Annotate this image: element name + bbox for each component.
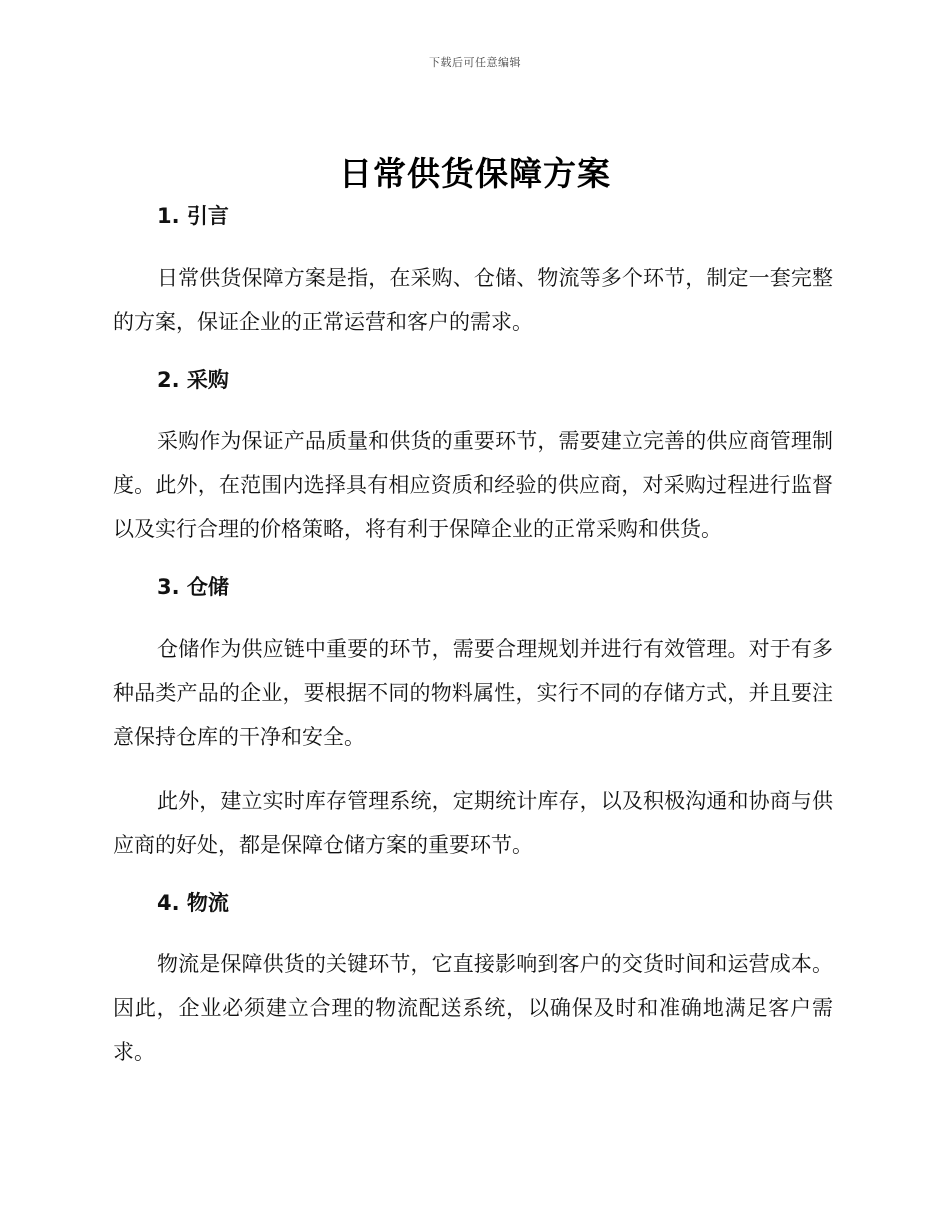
section-warehousing: [113, 571, 833, 887]
paragraph: 物流是保障供货的关键环节，它直接影响到客户的交货时间和运营成本。因此，企业必须建立合理的物流配送系统，以确保及时和准确地满足客户需求。: [113, 952, 833, 1065]
paragraph: 日常供货保障方案是指，在采购、仓储、物流等多个环节，制定一套完整的方案，保证企业的正常运营和客户的需求。: [113, 265, 833, 334]
section-heading: 2. 采购: [157, 367, 229, 392]
section-introduction: [113, 200, 833, 364]
document-title: 日常供货保障方案: [339, 154, 611, 193]
section-heading: 3. 仓储: [157, 575, 229, 600]
document-body: [113, 200, 833, 1074]
section-logistics: [113, 887, 833, 1075]
paragraph: 采购作为保证产品质量和供货的重要环节，需要建立完善的供应商管理制度。此外，在范围内选择具有相应资质和经验的供应商，对采购过程进行监督以及实行合理的价格策略，将有利于保障企业的正常采购和供货。: [113, 429, 833, 542]
section-heading: 1. 引言: [157, 204, 229, 228]
page-header-note: 下载后可任意编辑: [429, 56, 521, 69]
section-procurement: [113, 364, 833, 572]
paragraph: 仓储作为供应链中重要的环节，需要合理规划并进行有效管理。对于有多种品类产品的企业，要根据不同的物料属性，实行不同的存储方式，并且要注意保持仓库的干净和安全。: [113, 636, 833, 749]
paragraph: 此外，建立实时库存管理系统，定期统计库存，以及积极沟通和协商与供应商的好处，都是保障仓储方案的重要环节。: [113, 788, 833, 857]
section-heading: 4. 物流: [157, 890, 229, 915]
